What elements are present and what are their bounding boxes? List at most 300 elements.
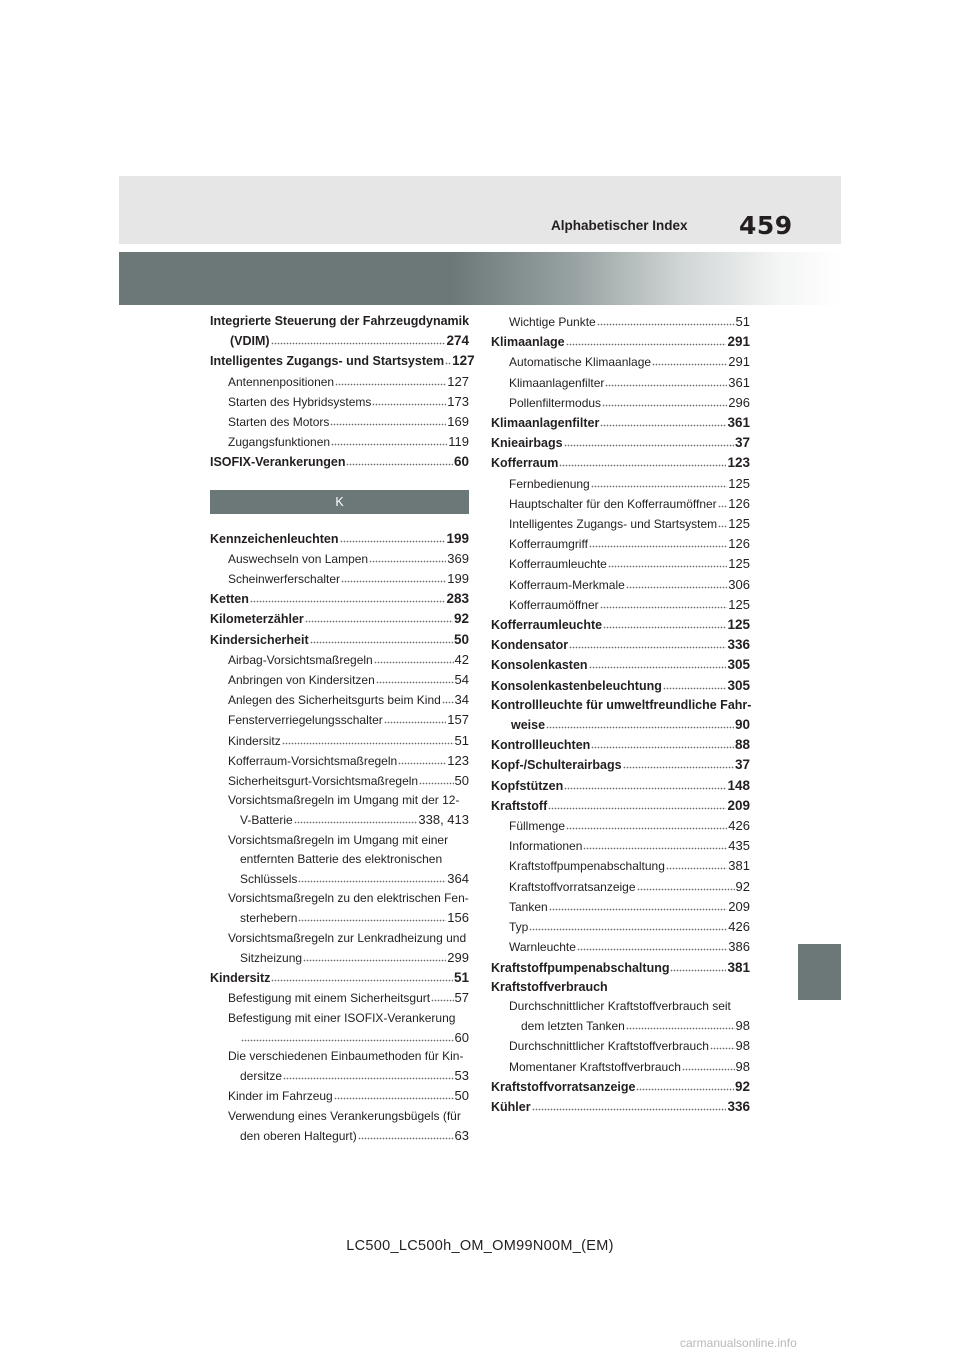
dot-leader xyxy=(341,573,446,583)
entry-page-number: 169 xyxy=(447,414,469,430)
index-entry xyxy=(491,494,750,514)
entry-label: Ketten xyxy=(210,592,249,607)
index-entry xyxy=(491,877,750,897)
index-entry xyxy=(210,710,469,730)
index-entry xyxy=(210,351,475,371)
dot-leader xyxy=(303,952,446,962)
entry-label: Kraftstoffpumpenabschaltung xyxy=(491,960,670,975)
entry-label: Konsolenkastenbeleuchtung xyxy=(491,678,662,693)
entry-label: Kindersicherheit xyxy=(210,632,309,647)
entry-label: Vorsichtsmaßregeln im Umgang mit der 12- xyxy=(228,793,460,808)
index-entry xyxy=(491,776,750,796)
index-entry xyxy=(491,735,750,755)
index-entry xyxy=(210,908,469,928)
entry-page-number: 125 xyxy=(727,617,750,633)
index-entry xyxy=(210,630,469,650)
entry-label: Kraftstoffvorratsanzeige xyxy=(491,1079,636,1094)
dot-leader xyxy=(549,901,728,911)
entry-label: Durchschnittlicher Kraftstoffverbrauch seit xyxy=(509,998,731,1013)
dot-leader xyxy=(637,881,735,891)
entry-page-number: 60 xyxy=(453,454,469,470)
index-entry xyxy=(491,433,750,453)
index-entry xyxy=(491,997,750,1016)
dot-leader xyxy=(346,456,453,466)
index-entry xyxy=(491,514,750,534)
dot-leader xyxy=(384,714,447,724)
entry-page-number: 209 xyxy=(728,898,750,914)
entry-label: Anlegen des Sicherheitsgurts beim Kind xyxy=(228,693,441,708)
entry-label: Hauptschalter für den Kofferraumöffner xyxy=(509,496,717,511)
entry-label: Anbringen von Kindersitzen xyxy=(228,673,375,688)
entry-label: Starten des Hybridsystems xyxy=(228,394,372,409)
entry-page-number: 119 xyxy=(448,434,469,450)
entry-label: Kontrollleuchte für umweltfreundliche Fahr- xyxy=(491,697,752,712)
entry-label: Intelligentes Zugangs- und Startsystem xyxy=(509,517,718,532)
entry-label: Kontrollleuchten xyxy=(491,738,591,753)
index-entry xyxy=(491,1057,750,1077)
entry-label: V-Batterie xyxy=(240,813,293,828)
index-entry xyxy=(491,816,750,836)
dot-leader xyxy=(569,639,726,649)
index-entry xyxy=(210,831,469,850)
entry-page-number: 381 xyxy=(728,858,750,874)
entry-page-number: 369 xyxy=(447,550,469,566)
entry-label: Kraftstoff xyxy=(491,798,548,813)
index-entry xyxy=(491,937,750,957)
dot-leader xyxy=(376,674,454,684)
entry-page-number: 51 xyxy=(454,732,469,748)
index-entry xyxy=(210,929,469,948)
index-entry xyxy=(210,988,469,1008)
entry-label: Konsolenkasten xyxy=(491,658,588,673)
index-entry xyxy=(491,1097,750,1117)
entry-page-number: 361 xyxy=(728,374,750,390)
entry-label: den oberen Haltegurt) xyxy=(240,1128,357,1143)
entry-page-number: 50 xyxy=(453,631,469,647)
entry-page-number: 42 xyxy=(454,651,469,667)
dot-leader xyxy=(589,659,727,669)
dot-leader xyxy=(298,912,446,922)
index-entry xyxy=(491,554,750,574)
index-entry xyxy=(491,393,750,413)
entry-page-number: 53 xyxy=(454,1068,469,1084)
index-entry xyxy=(210,850,469,869)
entry-label: Airbag-Vorsichtsmaßregeln xyxy=(228,652,373,667)
index-list xyxy=(210,529,469,1146)
dot-leader xyxy=(331,436,447,446)
entry-label: Kopfstützen xyxy=(491,778,564,793)
index-entry xyxy=(210,968,469,988)
entry-page-number: 123 xyxy=(447,752,469,768)
dot-leader xyxy=(369,553,446,563)
entry-label: Kindersitz xyxy=(210,971,271,986)
index-entry xyxy=(210,751,469,771)
entry-page-number: 98 xyxy=(735,1018,750,1034)
index-list xyxy=(491,312,750,1117)
dot-leader xyxy=(559,457,726,467)
dot-leader xyxy=(431,992,453,1002)
chapter-tab xyxy=(798,944,841,1000)
index-entry xyxy=(491,332,750,352)
index-entry xyxy=(491,575,750,595)
dot-leader xyxy=(591,478,728,488)
entry-label: Auswechseln von Lampen xyxy=(228,551,369,566)
header-bar xyxy=(119,176,841,244)
entry-page-number: 336 xyxy=(727,637,750,653)
dot-leader xyxy=(241,1032,454,1042)
index-entry xyxy=(491,1016,750,1036)
entry-page-number: 209 xyxy=(727,797,750,813)
index-entry xyxy=(491,352,750,372)
dot-leader xyxy=(652,356,727,366)
dot-leader xyxy=(718,518,727,528)
entry-label: Kofferraumleuchte xyxy=(491,618,603,633)
dot-leader xyxy=(566,820,727,830)
entry-label: Momentaner Kraftstoffverbrauch xyxy=(509,1059,681,1074)
entry-page-number: 426 xyxy=(728,919,750,935)
index-entry xyxy=(491,1036,750,1056)
entry-label: Kraftstoffvorratsanzeige xyxy=(509,879,636,894)
index-entry xyxy=(210,810,469,830)
index-entry xyxy=(491,1077,750,1097)
dot-leader xyxy=(294,814,418,824)
entry-label: Kofferraum-Merkmale xyxy=(509,577,625,592)
dot-leader xyxy=(623,759,734,769)
entry-label: Klimaanlagenfilter xyxy=(509,375,605,390)
entry-page-number: 274 xyxy=(446,333,469,349)
index-entry xyxy=(210,670,469,690)
entry-page-number: 123 xyxy=(727,455,750,471)
entry-page-number: 435 xyxy=(728,838,750,854)
dot-leader xyxy=(305,613,453,623)
entry-page-number: 125 xyxy=(728,596,750,612)
entry-label: dersitze xyxy=(240,1069,283,1084)
index-entry xyxy=(210,1107,469,1126)
entry-page-number: 125 xyxy=(728,475,750,491)
entry-label: Informationen xyxy=(509,839,583,854)
index-entry xyxy=(491,312,750,332)
entry-page-number: 156 xyxy=(447,910,469,926)
entry-label: Integrierte Steuerung der Fahrzeugdynamik xyxy=(210,314,470,328)
dot-leader xyxy=(605,377,727,387)
index-entry xyxy=(491,615,750,635)
entry-page-number: 57 xyxy=(454,990,469,1006)
dot-leader xyxy=(564,437,734,447)
entry-label: ISOFIX-Verankerungen xyxy=(210,455,346,470)
entry-page-number: 50 xyxy=(454,773,469,789)
index-entry xyxy=(491,958,750,978)
dot-leader xyxy=(358,1130,454,1140)
entry-label: Vorsichtsmaßregeln im Umgang mit einer xyxy=(228,832,449,847)
entry-label: Schlüssels xyxy=(240,872,298,887)
index-entry xyxy=(210,549,469,569)
dot-leader xyxy=(548,800,726,810)
entry-page-number: 92 xyxy=(734,1078,750,1094)
dot-leader xyxy=(670,962,726,972)
entry-page-number: 127 xyxy=(447,373,469,389)
index-entry xyxy=(210,392,469,412)
index-entry xyxy=(210,1028,469,1047)
index-entry xyxy=(491,534,750,554)
entry-label: Wichtige Punkte xyxy=(509,315,596,329)
dot-leader xyxy=(718,498,728,508)
dot-leader xyxy=(682,1061,735,1071)
entry-label: Tanken xyxy=(509,899,548,914)
entry-page-number: 125 xyxy=(728,556,750,572)
dot-leader xyxy=(330,416,446,426)
dot-leader xyxy=(532,1101,727,1111)
index-entry xyxy=(210,1126,469,1146)
dot-leader xyxy=(372,396,446,406)
dot-leader xyxy=(663,680,727,690)
entry-page-number: 90 xyxy=(734,717,750,733)
dot-leader xyxy=(398,755,446,765)
index-entry xyxy=(210,731,469,751)
dot-leader xyxy=(626,1020,735,1030)
index-entry xyxy=(491,655,750,675)
entry-label: (VDIM) xyxy=(230,334,270,349)
dot-leader xyxy=(546,719,734,729)
index-entry xyxy=(491,755,750,775)
dot-leader xyxy=(271,335,446,345)
entry-page-number: 386 xyxy=(728,939,750,955)
index-entry xyxy=(491,856,750,876)
dot-leader xyxy=(608,558,727,568)
entry-page-number: 125 xyxy=(728,516,750,532)
dot-leader xyxy=(602,397,727,407)
entry-page-number: 306 xyxy=(728,576,750,592)
index-list xyxy=(210,312,475,473)
entry-label: Pollenfiltermodus xyxy=(509,395,602,410)
entry-page-number: 291 xyxy=(728,354,750,370)
index-entry xyxy=(491,696,750,715)
index-entry xyxy=(210,372,469,392)
dot-leader xyxy=(710,1040,735,1050)
entry-label: dem letzten Tanken xyxy=(521,1019,625,1034)
section-title: Alphabetischer Index xyxy=(551,218,688,233)
dot-leader xyxy=(283,1070,454,1080)
dot-leader xyxy=(600,417,726,427)
entry-page-number: 88 xyxy=(734,737,750,753)
index-entry xyxy=(210,1009,469,1028)
entry-label: Kofferraum-Vorsichtsmaßregeln xyxy=(228,753,398,768)
document-code: LC500_LC500h_OM_OM99N00M_(EM) xyxy=(346,1238,614,1254)
dot-leader xyxy=(271,972,453,982)
dot-leader xyxy=(589,538,727,548)
entry-page-number: 92 xyxy=(453,611,469,627)
entry-page-number: 338, 413 xyxy=(418,812,469,828)
dot-leader xyxy=(282,735,454,745)
entry-label: Kofferraumgriff xyxy=(509,537,588,552)
entry-label: Zugangsfunktionen xyxy=(228,435,331,450)
entry-page-number: 127 xyxy=(452,353,475,369)
index-entry xyxy=(210,1066,469,1086)
index-column-right xyxy=(491,312,750,1117)
index-entry xyxy=(210,869,469,889)
entry-label: Automatische Klimaanlage xyxy=(509,355,652,370)
entry-label: Knieairbags xyxy=(491,436,563,451)
entry-label: Kindersitz xyxy=(228,733,281,748)
entry-page-number: 381 xyxy=(727,959,750,975)
index-entry xyxy=(210,331,469,351)
dot-leader xyxy=(564,780,726,790)
entry-label: Kondensator xyxy=(491,638,569,653)
entry-label: Kofferraum xyxy=(491,456,559,471)
entry-label: weise xyxy=(511,718,546,733)
entry-label: Verwendung eines Verankerungsbügels (für xyxy=(228,1108,461,1123)
entry-page-number: 426 xyxy=(728,818,750,834)
index-entry xyxy=(210,650,469,670)
index-entry xyxy=(491,635,750,655)
index-entry xyxy=(210,1086,469,1106)
entry-page-number: 305 xyxy=(727,677,750,693)
entry-label: Kennzeichenleuchten xyxy=(210,531,339,546)
entry-page-number: 126 xyxy=(728,495,750,511)
entry-label: Sicherheitsgurt-Vorsichtsmaßregeln xyxy=(228,774,419,789)
dot-leader xyxy=(374,654,454,664)
entry-label: sterhebern xyxy=(240,911,298,926)
entry-label: Intelligentes Zugangs- und Startsystem xyxy=(210,354,445,369)
entry-page-number: 51 xyxy=(735,314,750,329)
dot-leader xyxy=(442,694,454,704)
entry-label: Klimaanlagenfilter xyxy=(491,416,600,431)
entry-label: entfernten Batterie des elektronischen xyxy=(240,851,443,866)
entry-page-number: 92 xyxy=(735,878,750,894)
index-entry xyxy=(210,1047,469,1066)
index-entry xyxy=(210,452,469,472)
dot-leader xyxy=(583,840,727,850)
dot-leader xyxy=(529,921,727,931)
index-entry xyxy=(491,595,750,615)
entry-label: Kofferraumöffner xyxy=(509,597,599,612)
entry-label: Vorsichtsmaßregeln zur Lenkradheizung und xyxy=(228,930,467,945)
entry-page-number: 157 xyxy=(447,712,469,728)
index-entry xyxy=(210,609,469,629)
entry-label: Kilometerzähler xyxy=(210,612,304,627)
entry-label: Warnleuchte xyxy=(509,940,576,955)
entry-page-number: 54 xyxy=(454,672,469,688)
dot-leader xyxy=(566,336,727,346)
entry-label: Kinder im Fahrzeug xyxy=(228,1089,333,1104)
entry-page-number: 50 xyxy=(454,1088,469,1104)
entry-label: Klimaanlage xyxy=(491,335,565,350)
entry-label: Kraftstoffpumpenabschaltung xyxy=(509,859,665,874)
index-entry xyxy=(491,978,750,997)
index-entry xyxy=(210,771,469,791)
entry-page-number: 60 xyxy=(454,1029,469,1045)
entry-label: Fensterverriegelungsschalter xyxy=(228,713,383,728)
entry-page-number: 291 xyxy=(727,334,750,350)
dot-leader xyxy=(636,1081,733,1091)
letter-divider: K xyxy=(210,490,469,514)
entry-page-number: 98 xyxy=(735,1058,750,1074)
dot-leader xyxy=(603,619,726,629)
entry-page-number: 361 xyxy=(727,415,750,431)
watermark: carmanualsonline.info xyxy=(680,1336,797,1350)
entry-page-number: 296 xyxy=(728,394,750,410)
entry-page-number: 51 xyxy=(453,970,469,986)
dot-leader xyxy=(666,860,727,870)
index-entry xyxy=(491,676,750,696)
entry-page-number: 173 xyxy=(447,393,469,409)
dot-leader xyxy=(577,941,727,951)
entry-page-number: 63 xyxy=(454,1127,469,1143)
index-entry xyxy=(210,791,469,810)
dot-leader xyxy=(419,775,453,785)
entry-page-number: 336 xyxy=(727,1098,750,1114)
index-entry xyxy=(491,413,750,433)
entry-label: Typ xyxy=(509,920,529,935)
index-entry xyxy=(491,897,750,917)
index-entry xyxy=(210,569,469,589)
index-entry xyxy=(491,715,750,735)
index-entry xyxy=(210,412,469,432)
index-entry xyxy=(210,432,469,452)
index-entry xyxy=(210,589,469,609)
dot-leader xyxy=(597,316,735,326)
index-entry xyxy=(491,373,750,393)
entry-page-number: 305 xyxy=(727,657,750,673)
entry-label: Scheinwerferschalter xyxy=(228,572,341,587)
entry-label: Füllmenge xyxy=(509,819,566,834)
entry-label: Fernbedienung xyxy=(509,476,590,491)
entry-label: Starten des Motors xyxy=(228,415,330,430)
page-number: 459 xyxy=(739,211,793,240)
entry-page-number: 37 xyxy=(734,435,750,451)
entry-page-number: 299 xyxy=(447,949,469,965)
dot-leader xyxy=(600,599,728,609)
dot-leader xyxy=(340,533,446,543)
entry-label: Kraftstoffverbrauch xyxy=(491,979,608,994)
dot-leader xyxy=(298,873,446,883)
dot-leader xyxy=(310,634,453,644)
entry-page-number: 283 xyxy=(446,591,469,607)
entry-label: Sitzheizung xyxy=(240,950,303,965)
index-entry xyxy=(491,474,750,494)
index-entry xyxy=(210,312,469,331)
entry-label: Durchschnittlicher Kraftstoffverbrauch xyxy=(509,1039,709,1054)
entry-page-number: 364 xyxy=(447,871,469,887)
entry-label: Vorsichtsmaßregeln zu den elektrischen Fen- xyxy=(228,891,469,906)
index-entry xyxy=(491,917,750,937)
entry-label: Die verschiedenen Einbaumethoden für Kin- xyxy=(228,1048,464,1063)
decorative-band xyxy=(119,252,841,305)
dot-leader xyxy=(445,355,451,365)
index-entry xyxy=(210,948,469,968)
entry-page-number: 98 xyxy=(735,1038,750,1054)
index-column-left xyxy=(210,312,475,1146)
entry-page-number: 126 xyxy=(728,536,750,552)
index-entry xyxy=(491,453,750,473)
entry-label: Befestigung mit einer ISOFIX-Verankerung xyxy=(228,1010,456,1025)
entry-label: Kofferraumleuchte xyxy=(509,557,607,572)
dot-leader xyxy=(250,593,446,603)
entry-page-number: 199 xyxy=(447,571,469,587)
index-entry xyxy=(210,889,469,908)
entry-label: Kühler xyxy=(491,1099,531,1114)
index-entry xyxy=(491,836,750,856)
index-entry xyxy=(491,796,750,816)
entry-label: Kopf-/Schulterairbags xyxy=(491,758,622,773)
index-entry xyxy=(210,690,469,710)
entry-label: Antennenpositionen xyxy=(228,374,335,389)
dot-leader xyxy=(591,739,734,749)
entry-page-number: 37 xyxy=(734,757,750,773)
dot-leader xyxy=(335,376,446,386)
entry-page-number: 34 xyxy=(454,692,469,708)
entry-label: Befestigung mit einem Sicherheitsgurt xyxy=(228,991,431,1006)
entry-page-number: 148 xyxy=(727,777,750,793)
